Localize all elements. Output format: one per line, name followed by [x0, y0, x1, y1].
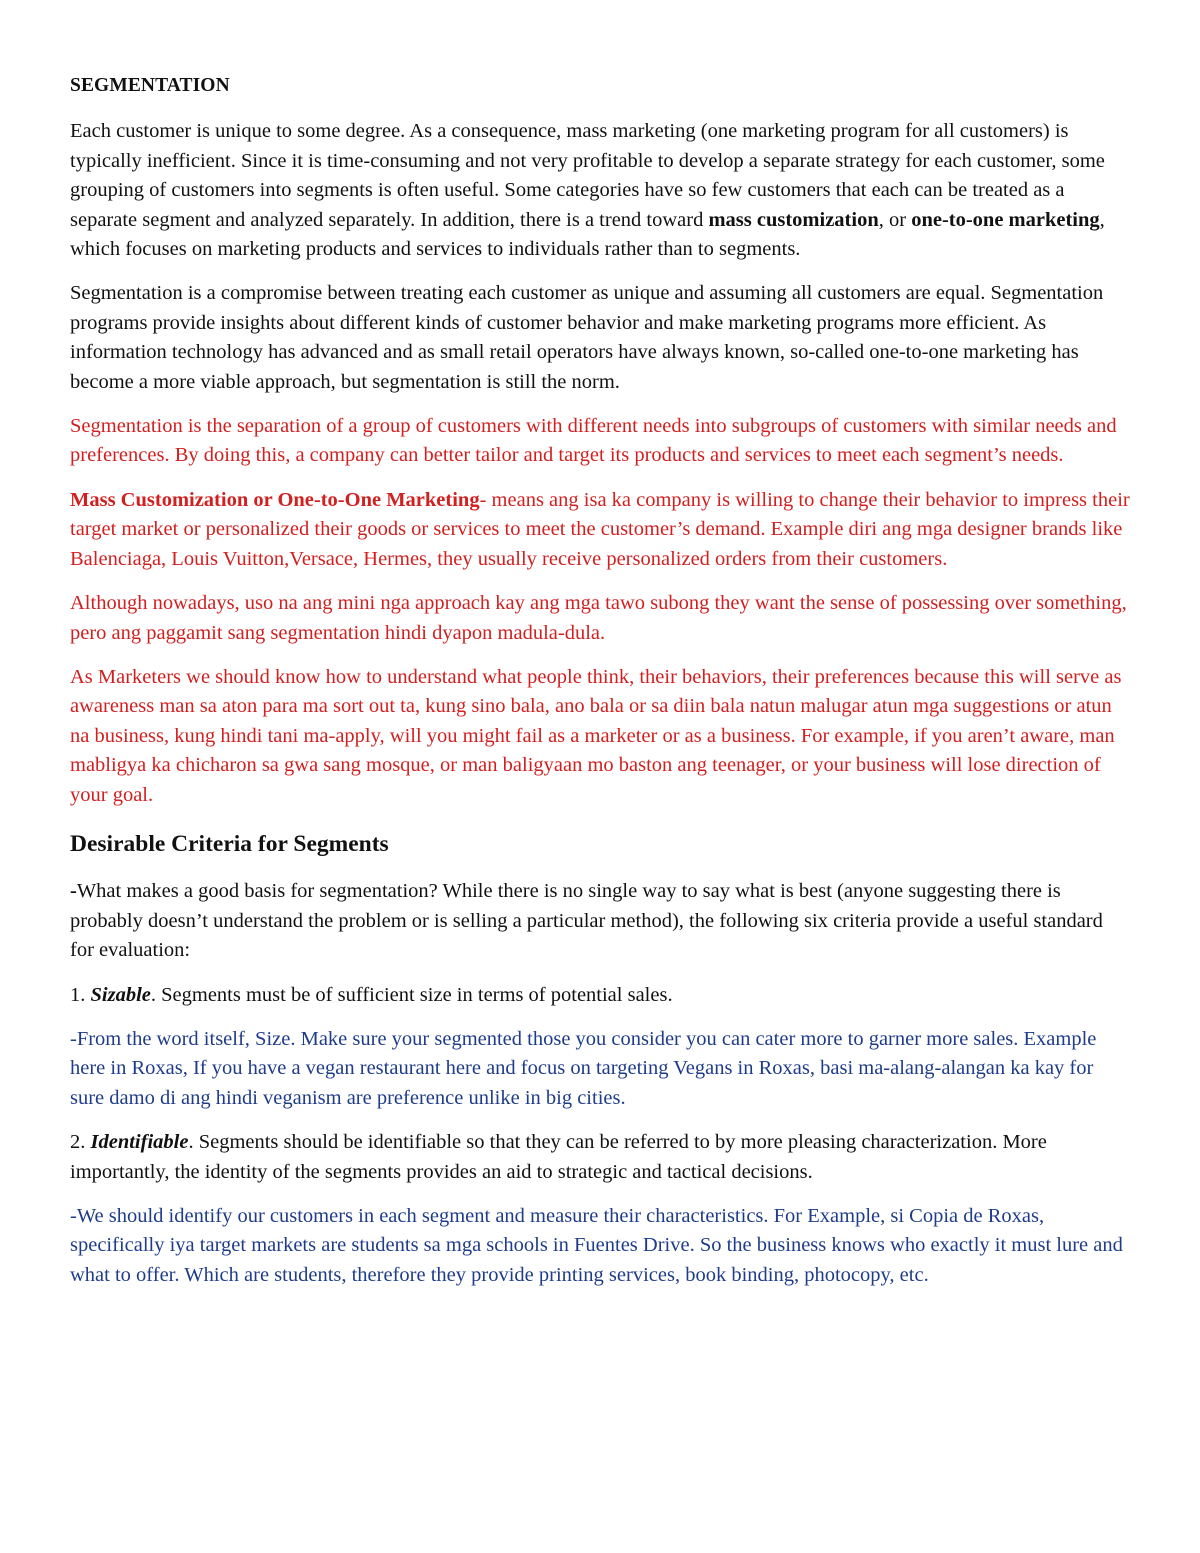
term-mass-customization: mass customization: [708, 208, 879, 231]
criterion-sizable: [70, 981, 1130, 1010]
paragraph-text: , which focuses on marketing products and services to individuals rather than to segments.: [70, 208, 1105, 261]
term-one-to-one-marketing: one-to-one marketing: [911, 208, 1100, 231]
criterion-term: Identifiable: [90, 1131, 189, 1154]
criterion-term: Sizable: [90, 983, 151, 1006]
paragraph-intro: [70, 117, 1130, 264]
note-term: Mass Customization or One-to-One Marketing: [70, 488, 480, 511]
note-sizable: -From the word itself, Size. Make sure your segmented those you consider you can cater more to garner more sales. Example here in Roxas, If you have a vegan restaurant here and focus on targeting Vegans in Roxas, basi ma-alang-alangan ka kay for sure damo di ang hindi veganism are preference unlike in big cities.: [70, 1027, 1097, 1109]
document-title: SEGMENTATION: [70, 75, 230, 96]
criterion-number: 2.: [70, 1131, 91, 1154]
note-text: - means ang isa ka company is willing to change their behavior to impress their target market or personalized their goods or services to meet the customer’s demand. Example diri ang mga designer brands like Balenciaga, Louis Vuitton,Versace, Hermes, they usually receive personalized orders from their customers.: [70, 488, 1130, 570]
criterion-number: 1.: [70, 983, 91, 1006]
dash-marker: -: [70, 880, 77, 903]
note-mass-customization: [70, 486, 1130, 574]
paragraph-compromise: Segmentation is a compromise between treating each customer as unique and assuming all customers are equal. Segmentation programs provide insights about different kinds of customer behavior and make marketing programs more efficient. As information technology has advanced and as small retail operators have always known, so-called one-to-one marketing has become a more viable approach, but segmentation is still the norm.: [70, 282, 1104, 393]
note-segmentation-definition: Segmentation is the separation of a group of customers with different needs into subgroups of customers with similar needs and preferences. By doing this, a company can better tailor and target its products and services to meet each segment’s needs.: [70, 415, 1117, 467]
paragraph-criteria-intro: [70, 877, 1130, 965]
criterion-text: . Segments must be of sufficient size in terms of potential sales.: [150, 983, 673, 1006]
paragraph-text: Each customer is unique to some degree. As a consequence, mass marketing (one marketing program for all customers) is typically inefficient. Since it is time-consuming and not very profitable to develop a separate strategy for each customer, some grouping of customers into segments is often useful. Some categories have so few customers that each can be treated as a separate segment and analyzed separately. In addition, there is a trend toward: [70, 120, 1105, 231]
criterion-text: . Segments should be identifiable so that they can be referred to by more pleasing characterization. More importantly, the identity of the segments provides an aid to strategic and tactical decisions.: [70, 1131, 1047, 1183]
criterion-identifiable: [70, 1128, 1130, 1187]
paragraph-text: What makes a good basis for segmentation? While there is no single way to say what is best (anyone suggesting there is probably doesn’t understand the problem or is selling a particular method), the following six criteria provide a useful standard for evaluation:: [70, 880, 1103, 962]
note-nowadays: Although nowadays, uso na ang mini nga approach kay ang mga tawo subong they want the sense of possessing over something, pero ang paggamit sang segmentation hindi dyapon madula-dula.: [70, 592, 1127, 644]
note-marketers: As Marketers we should know how to understand what people think, their behaviors, their preferences because this will serve as awareness man sa aton para ma sort out ta, kung sino bala, ano bala or sa diin bala natun malugar atun mga suggestions or atun na business, kung hindi tani ma-apply, will you might fail as a marketer or as a business. For example, if you aren’t aware, man mabligya ka chicharon sa gwa sang mosque, or man baligyaan mo baston ang teenager, or your business will lose direction of your goal.: [70, 665, 1122, 806]
section-heading: Desirable Criteria for Segments: [70, 830, 389, 857]
document-page: [70, 70, 1130, 1305]
paragraph-text: , or: [878, 208, 912, 231]
note-identifiable: -We should identify our customers in each segment and measure their characteristics. For Example, si Copia de Roxas, specifically iya target markets are students sa mga schools in Fuentes Drive. So the business knows who exactly it must lure and what to offer. Which are students, therefore they provide printing services, book binding, photocopy, etc.: [70, 1205, 1123, 1286]
